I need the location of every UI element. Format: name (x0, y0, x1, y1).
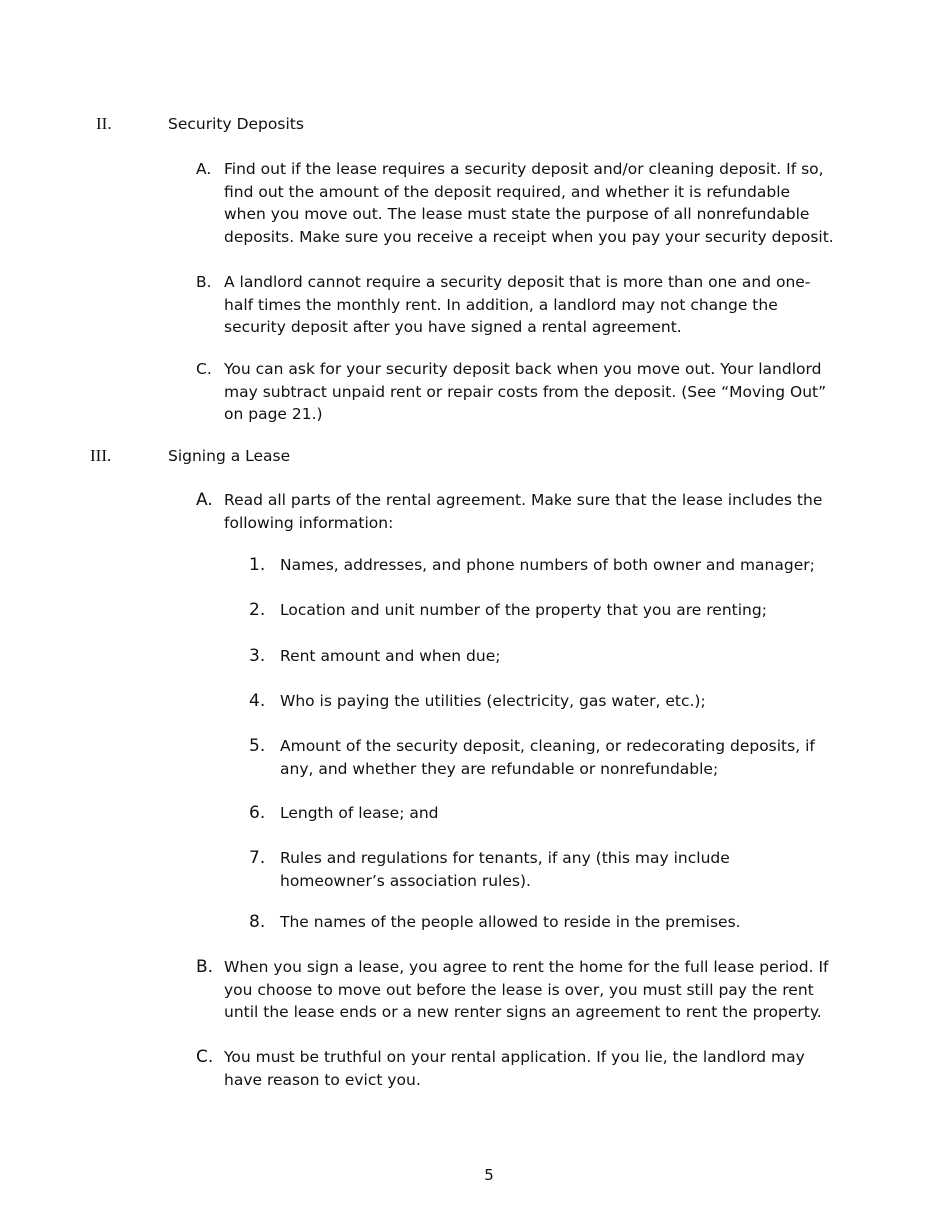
list-number: 5. (249, 736, 266, 756)
item-text: A landlord cannot require a security deposit that is more than one and one-half times the monthly rent. In addition, a landlord may not change the security deposit after you have signed a rental agreement. (224, 273, 811, 336)
item-letter: C. (196, 1047, 214, 1067)
list-item: Rent amount and when due; (280, 647, 501, 665)
item-text: You must be truthful on your rental application. If you lie, the landlord may have reason to evict you. (224, 1048, 805, 1089)
item-text: Find out if the lease requires a security deposit and/or cleaning deposit. If so, find out the amount of the deposit required, and whether it is refundable when you move out. The lease must state the purpose of all nonrefundable deposits. Make sure you receive a receipt when you pay your security deposit. (224, 160, 834, 246)
list-item: The names of the people allowed to reside in the premises. (280, 913, 741, 931)
list-number: 6. (249, 803, 266, 823)
item-text: Read all parts of the rental agreement. Make sure that the lease includes the following information: (224, 491, 823, 532)
section-title: Signing a Lease (168, 447, 291, 465)
item-letter: B. (196, 957, 214, 977)
page-number: 5 (484, 1166, 494, 1184)
item-text: When you sign a lease, you agree to rent the home for the full lease period. If you choose to move out before the lease is over, you must still pay the rent until the lease ends or a new renter signs an agreement to rent the property. (224, 958, 829, 1021)
list-item: Who is paying the utilities (electricity, gas water, etc.); (280, 692, 706, 710)
item-letter: A. (196, 160, 212, 178)
item-text: You can ask for your security deposit back when you move out. Your landlord may subtract unpaid rent or repair costs from the deposit. (See “Moving Out” on page 21.) (224, 360, 827, 423)
list-item: Amount of the security deposit, cleaning, or redecorating deposits, if any, and whether they are refundable or nonrefundable; (280, 737, 815, 778)
list-item: Rules and regulations for tenants, if any (this may include homeowner’s association rules). (280, 849, 730, 890)
item-letter: C. (196, 360, 212, 378)
list-number: 4. (249, 691, 266, 711)
section-numeral: III. (90, 446, 112, 465)
list-number: 3. (249, 646, 266, 666)
list-number: 8. (249, 912, 266, 932)
item-letter: A. (196, 490, 213, 510)
list-item: Length of lease; and (280, 804, 439, 822)
list-item: Names, addresses, and phone numbers of both owner and manager; (280, 556, 815, 574)
item-letter: B. (196, 273, 212, 291)
section-title: Security Deposits (168, 115, 304, 133)
list-number: 7. (249, 848, 266, 868)
list-item: Location and unit number of the property that you are renting; (280, 601, 767, 619)
list-number: 2. (249, 600, 266, 620)
section-numeral: II. (96, 114, 112, 133)
list-number: 1. (249, 555, 266, 575)
